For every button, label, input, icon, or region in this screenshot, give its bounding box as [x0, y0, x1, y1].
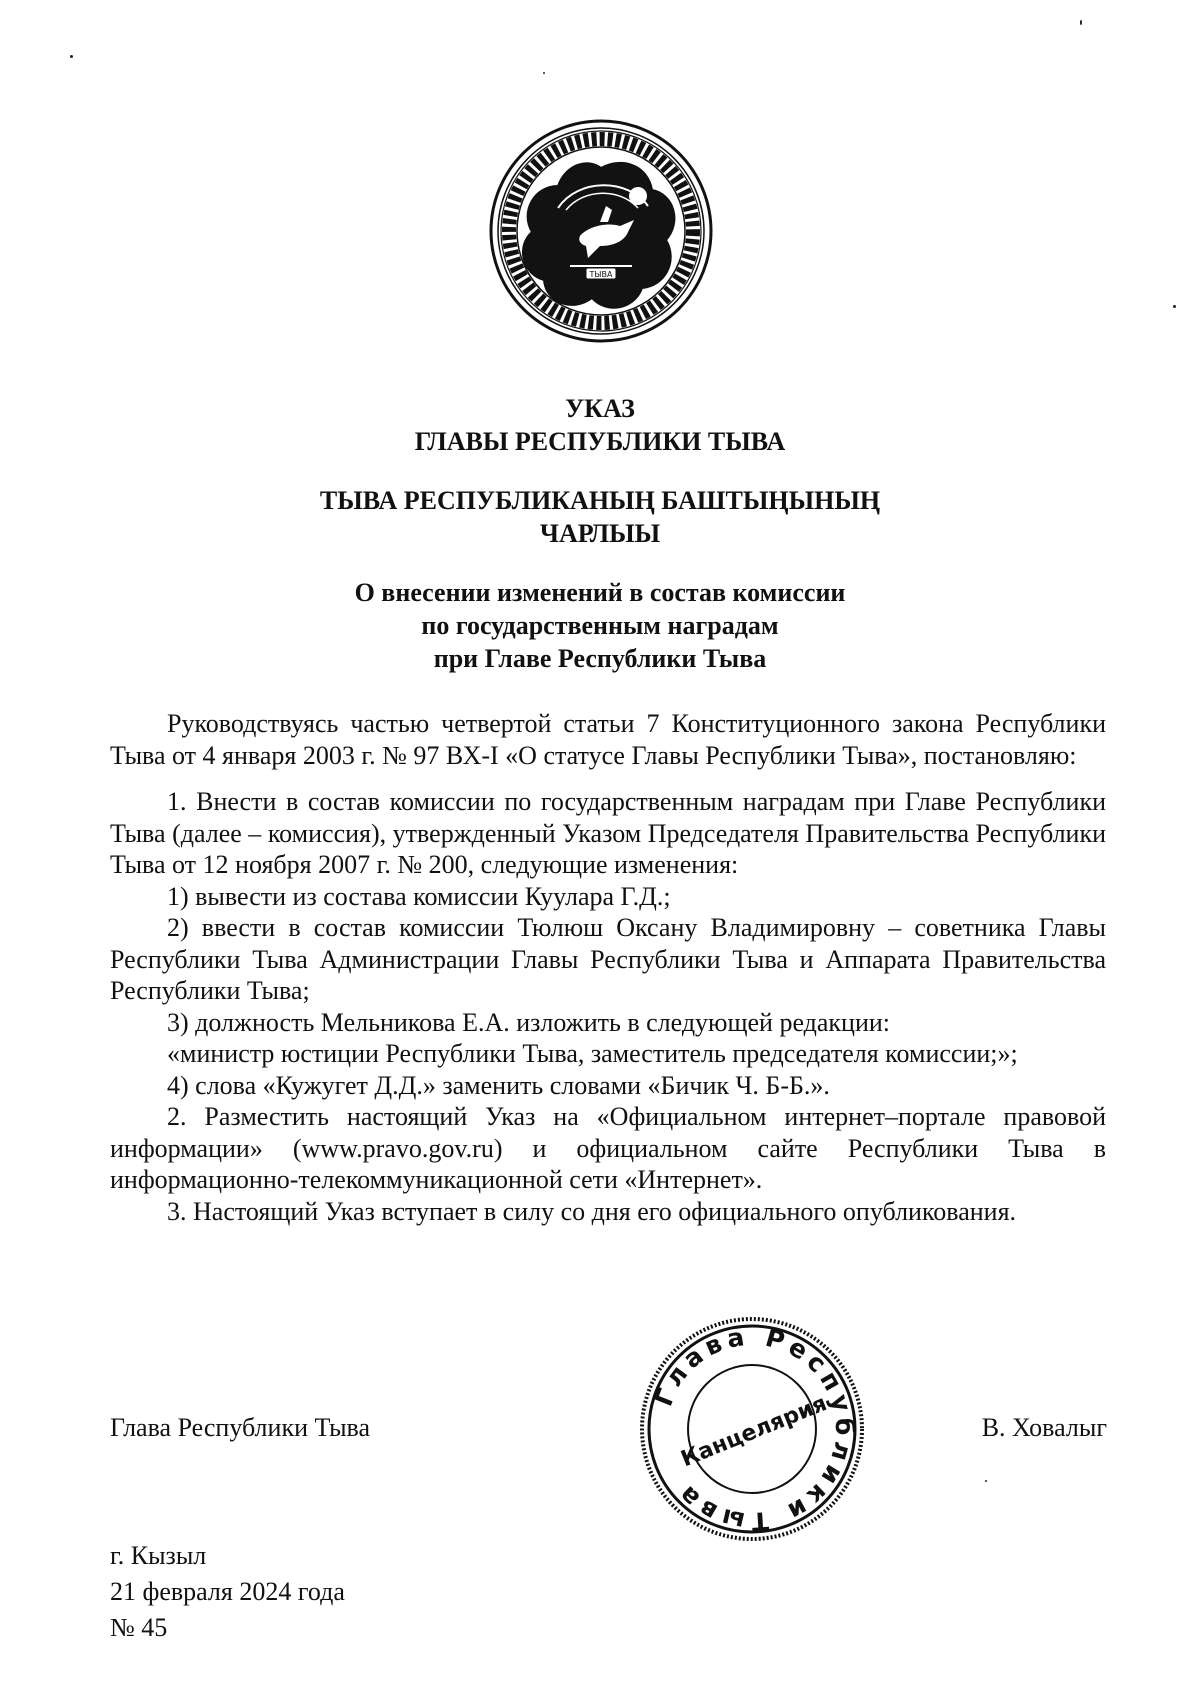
item-2-paragraph: 2. Разместить настоящий Указ на «Официальном интернет–портале правовой информации» (www.pravo.gov.ru) и официальном сайте Республики Тыва в информационно-телекоммуникационной сети «Интернет». — [110, 1102, 1106, 1194]
decree-issuer: ГЛАВЫ РЕСПУБЛИКИ ТЫВА — [414, 427, 786, 456]
item-1-2-paragraph: 2) ввести в состав комиссии Тюлюш Оксану Владимировну – советника Главы Республики Тыва Администрации Главы Республики Тыва и Аппарата Правительства Республики Тыва; — [110, 913, 1106, 1005]
item-1-3-quote-paragraph: «министр юстиции Республики Тыва, заместитель председателя комиссии;»; — [167, 1039, 1018, 1068]
scan-speck — [985, 1480, 987, 1482]
scan-speck — [70, 55, 73, 58]
document-date: 21 февраля 2024 года — [110, 1577, 345, 1606]
item-1-paragraph: 1. Внести в состав комиссии по государственным наградам при Главе Республики Тыва (далее – комиссия), утвержденный Указом Председателя Правительства Республики Тыва от 12 ноября 2007 г. № 200, следующие изменения: — [110, 787, 1106, 879]
seal-outer-text: Глава Республики Тыва — [648, 1321, 860, 1537]
document-number: № 45 — [110, 1613, 168, 1642]
city: г. Кызыл — [110, 1541, 207, 1570]
office-seal-icon — [637, 1314, 867, 1544]
decree-body — [110, 708, 1106, 1227]
scan-speck — [1080, 20, 1082, 25]
signatory-position: Глава Республики Тыва — [110, 1413, 371, 1442]
decree-header — [0, 392, 1200, 458]
decree-header-tuvan — [0, 484, 1200, 550]
signatory-name: В. Ховалыг — [981, 1413, 1107, 1442]
subject-line: О внесении изменений в состав комиссии — [354, 578, 846, 607]
item-1-1-paragraph: 1) вывести из состава комиссии Куулара Г.Д.; — [167, 881, 671, 911]
decree-title-tuvan: ЧАРЛЫЫ — [539, 519, 661, 548]
scan-speck — [1173, 305, 1176, 308]
item-1-3-paragraph: 3) должность Мельникова Е.А. изложить в следующей редакции: — [167, 1007, 891, 1037]
item-1-4-paragraph: 4) слова «Кужугет Д.Д.» заменить словами «Бичик Ч. Б-Б.». — [167, 1070, 830, 1100]
item-3-paragraph: 3. Настоящий Указ вступает в силу со дня его официального опубликования. — [167, 1196, 1017, 1226]
document-footer — [110, 1538, 345, 1646]
seal-inner-text: Канцелярия — [677, 1391, 831, 1473]
tuva-emblem-icon — [488, 118, 714, 344]
decree-title: УКАЗ — [565, 394, 635, 423]
decree-issuer-tuvan: ТЫВА РЕСПУБЛИКАНЫҢ БАШТЫҢЫНЫҢ — [319, 486, 881, 515]
preamble-paragraph: Руководствуясь частью четвертой статьи 7 Конституционного закона Республики Тыва от 4 января 2003 г. № 97 ВХ-I «О статусе Главы Республики Тыва», постановляю: — [110, 709, 1106, 770]
decree-subject — [0, 576, 1200, 675]
emblem-text: ТЫВА — [589, 270, 613, 279]
scan-speck — [543, 72, 545, 74]
subject-line: при Главе Республики Тыва — [433, 644, 767, 673]
subject-line: по государственным наградам — [421, 611, 779, 640]
